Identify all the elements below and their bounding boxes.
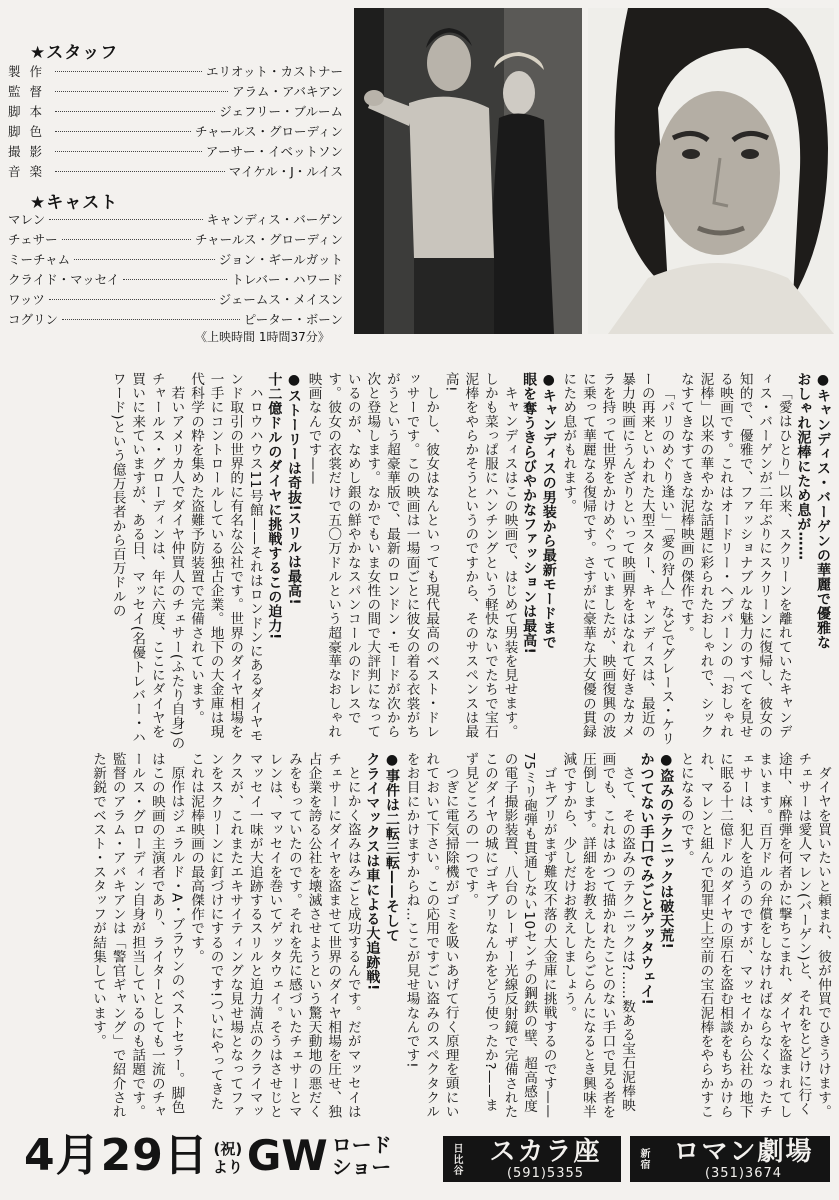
credit-name: アラム・アバキアン — [232, 84, 343, 99]
section-heading: ●キャンディスの男装から最新モードまで — [540, 372, 557, 650]
leader-dots — [62, 239, 191, 240]
article-paragraph: 若いアメリカ人でダイヤ仲買人のチェサー(ふたり自身)のチャールス・グローディンは、年に六度、ここにダイヤを買いに来ていますが、ある日、マッセイ(名優トレバー・ハワード)という億万長者から百万ドルの — [109, 372, 185, 750]
holiday-note — [213, 1140, 243, 1176]
credit-row — [8, 250, 343, 270]
article-paragraph: しかし、彼女はなんといっても現代最高のベスト・ドレッサーです。この映画は一場面ごとに彼女の着る衣裳がちがうという超豪華版で、最新のロンドン・モードが次から次と登場します。なかでもいま女性の間で大評判になっているのが、なめし銀の鮮やかなスパンコールのドレスです。彼女の衣裳だけで五〇万ドルという超豪華なおしゃれ映画なんです—— — [305, 372, 440, 739]
article-upper — [6, 372, 832, 752]
film-still-couple — [354, 8, 582, 334]
article-paragraph: 原作はジェラルド・A・ブラウンのベストセラー。脚色はこの映画の主演者であり、ライターとしても一流のチャールス・グローディン自身が担当しているのも話題です。監督のアラム・アバキアンは「警官ギャング」で紹介された新鋭でベスト・スタッフが結集しています。 — [90, 752, 185, 1119]
runtime-note: 《上映時間 1時間37分》 — [195, 330, 330, 344]
cast-list — [8, 210, 343, 330]
credit-role: 脚本 — [8, 104, 52, 119]
theater-area: 日比谷 — [451, 1142, 462, 1176]
article-paragraph: とにかく盗みはみごと成功するんです。だがマッセイはチェサーにダイヤを盗ませて世界のダイヤ相場を圧せ、独占企業を誇る公社を壊滅させようという驚天動地の悪だくみをもっていたのです。それを先に感づいたチェサーとマレンは、マッセイを巻いてゲッタウェイ。そうはさせじとマッセイ一味が大追跡するスリルと迫力満点のクライマックスが、これまたエキサイティングな見せ場となってファンをスクリーンに釘づけにするのです!ついにやってきたこれは泥棒映画の最高傑作です。 — [188, 752, 361, 1119]
credit-name: ピーター・ボーン — [243, 312, 343, 327]
leader-dots — [55, 171, 225, 172]
roadshow-bottom: ショー — [331, 1155, 392, 1179]
credit-row — [8, 142, 343, 162]
theater-box — [443, 1136, 621, 1182]
leader-dots — [55, 91, 228, 92]
credit-row — [8, 210, 343, 230]
credit-row — [8, 290, 343, 310]
credit-row — [8, 82, 343, 102]
section-subheading: クライマックスは車による大追跡戦! — [364, 752, 381, 991]
release-date-block — [24, 1130, 392, 1182]
article-paragraph: ゴキブリがまず難攻不落の大金庫に挑戦するのです——75ミリ砲弾も貫通しない10センチの鋼鉄の壁、超高感度の電子撮影装置、八台のレーザー光線反射鏡で完備されたこのダイヤの城にゴキブリなんかをどう使ったか?——まず見どころの一つです。 — [462, 752, 557, 1119]
article-paragraph: キャンディスはこの映画で、はじめて男装を見せます。しかも菜っぱ服にハンチングという軽快ないでたちで宝石泥棒をやらかそうというのですから、そのサスペンスは最高! — [442, 372, 518, 739]
release-footer — [0, 1122, 839, 1200]
credit-role: ミーチャム — [8, 252, 71, 267]
section-heading: ●事件は二転三転——そして — [383, 752, 400, 943]
section-subheading: 眼を奪うきらびやかなファッションは最高! — [521, 372, 538, 655]
credit-role: 音楽 — [8, 164, 52, 179]
article-paragraph: つぎに電気掃除機がゴミを吸いあげて行く原理を頭にいれておいて下さい。この応用ですごい盗みのスペクタクルをお目にかけますからね…ここが見せ場なんです! — [403, 752, 459, 1119]
credit-row — [8, 270, 343, 290]
cast-heading: ★キャスト — [30, 193, 119, 213]
theater-area: 新宿 — [638, 1148, 649, 1170]
leader-dots — [74, 259, 215, 260]
leader-dots — [49, 299, 215, 300]
roadshow-top: ロード — [331, 1133, 392, 1157]
theater-phone: (351)3674 — [704, 1165, 783, 1181]
credit-name: トレバー・ハワード — [231, 272, 343, 287]
section-heading: ●キャンディス・バーゲンの華麗で優雅な — [815, 372, 831, 650]
leader-dots — [49, 219, 203, 220]
credit-name: ジョン・ギールガット — [218, 252, 343, 267]
staff-list — [8, 62, 343, 182]
leader-dots — [55, 151, 202, 152]
theater-info — [657, 1138, 830, 1181]
credit-name: エリオット・カストナー — [205, 64, 343, 79]
film-still-couple-drawing — [354, 8, 582, 334]
leader-dots — [62, 319, 240, 320]
credit-role: 製作 — [8, 64, 52, 79]
article-paragraph: ハロウハウス11号館——それはロンドンにあるダイヤモンド取引の世界的に有名な公社です。世界のダイヤ相場を一手にコントロールしている独占企業。地下の大金庫は現代科学の粋を集めた盗難予防装置で完備されています。 — [188, 372, 263, 743]
section-subheading: おしゃれ泥棒にため息が…… — [795, 372, 812, 561]
section-heading: ●盗みのテクニックは破天荒! — [658, 752, 675, 950]
credit-name: アーサー・イベットソン — [205, 144, 343, 159]
film-still-portrait-drawing — [588, 8, 834, 334]
credit-role: チェサー — [8, 232, 58, 247]
leader-dots — [55, 71, 202, 72]
credit-row — [8, 62, 343, 82]
credit-row — [8, 162, 343, 182]
credit-role: クライド・マッセイ — [8, 272, 120, 287]
theater-info — [470, 1138, 621, 1181]
credit-role: ワッツ — [8, 292, 45, 307]
leader-dots — [55, 131, 191, 132]
holiday-mark: (祝) — [213, 1140, 243, 1158]
credit-row — [8, 122, 343, 142]
staff-heading: ★スタッフ — [30, 43, 119, 63]
section-subheading: 十二億ドルのダイヤに挑戦するこの迫力! — [266, 372, 283, 640]
credit-role: 撮影 — [8, 144, 52, 159]
theater-name: ロマン劇場 — [673, 1136, 814, 1167]
film-still-portrait — [588, 8, 834, 334]
section-subheading: かつてない手口でみごとゲッタウェイ! — [638, 752, 655, 1006]
article-paragraph: 「パリのめぐり逢い」「愛の狩人」などでグレース・ケリーの再来といわれた大型スター、キャンディスは、最近の暴力映画にうんざりといって映画界をはなれて好きなカメラを持って世界をかけめぐっていましたが、映画復興の波に乗って華麗なる復帰です。さすがに豪華な大女優の貫録にため息がもれます。 — [560, 372, 675, 746]
credit-role: 脚色 — [8, 124, 52, 139]
credit-role: コグリン — [8, 312, 59, 327]
roadshow-label — [332, 1134, 392, 1178]
credit-name: チャールス・グローディン — [194, 124, 343, 139]
leader-dots — [123, 279, 227, 280]
theater-name: スカラ座 — [489, 1136, 602, 1167]
theater-phone: (591)5355 — [506, 1165, 585, 1181]
credit-row — [8, 230, 343, 250]
credit-name: キャンディス・バーゲン — [206, 212, 343, 227]
credit-role: 監督 — [8, 84, 52, 99]
theater-box — [630, 1136, 830, 1182]
credit-role: マレン — [8, 212, 46, 227]
gw-label: GW — [246, 1131, 328, 1180]
release-date: 4月29日 — [24, 1130, 209, 1181]
leader-dots — [55, 111, 215, 112]
credit-name: ジェフリー・ブルーム — [219, 104, 343, 119]
credit-name: チャールス・グローディン — [194, 232, 343, 247]
article-lower — [6, 752, 832, 1122]
credit-name: マイケル・J・ルイス — [228, 164, 343, 179]
credit-row — [8, 310, 343, 330]
article-paragraph: さて、その盗みのテクニックは?……数ある宝石泥棒映画でも、これはかつて描かれたことのない手口で見る者を圧倒します。詳細をお教えしたらごらんになるとき興味半減ですから、少しだけお教えしましょう。 — [560, 752, 636, 1119]
section-heading: ●ストーリーは奇抜!スリルは最高! — [285, 372, 302, 606]
holiday-from: より — [212, 1158, 243, 1176]
credit-row — [8, 102, 343, 122]
credit-name: ジェームス・メイスン — [218, 292, 343, 307]
article-paragraph: 「愛はひとり」以来、スクリーンを離れていたキャンディス・バーゲンが二年ぶりにスクリーンに復帰し、彼女の知的で、優雅で、ファッショナブルな魅力のすべてを見せる映画です。これはオードリー・ヘプバーンの「おしゃれ泥棒」以来の華やかな話題に彩られたおしゃれで、シックなすてきなすてきな泥棒映画の傑作です。 — [677, 372, 792, 739]
article-paragraph: ダイヤを買いたいと頼まれ、彼が仲買でひきうけます。チェサーは愛人マレン(バーゲン)と、それをとどけに行く途中、麻酔弾を何者かに撃ちこまれ、ダイヤを盗まれてしまいます。百万ドルの弁償をしなければならなくなったチェサーは、犯人を追うのですが、マッセイから公社の地下に眠る十二億ドルのダイヤの原石を盗む相談をもちかけられ、マレンと組んで犯罪史上空前の宝石泥棒をやらかすことになるのです。 — [677, 752, 831, 1119]
